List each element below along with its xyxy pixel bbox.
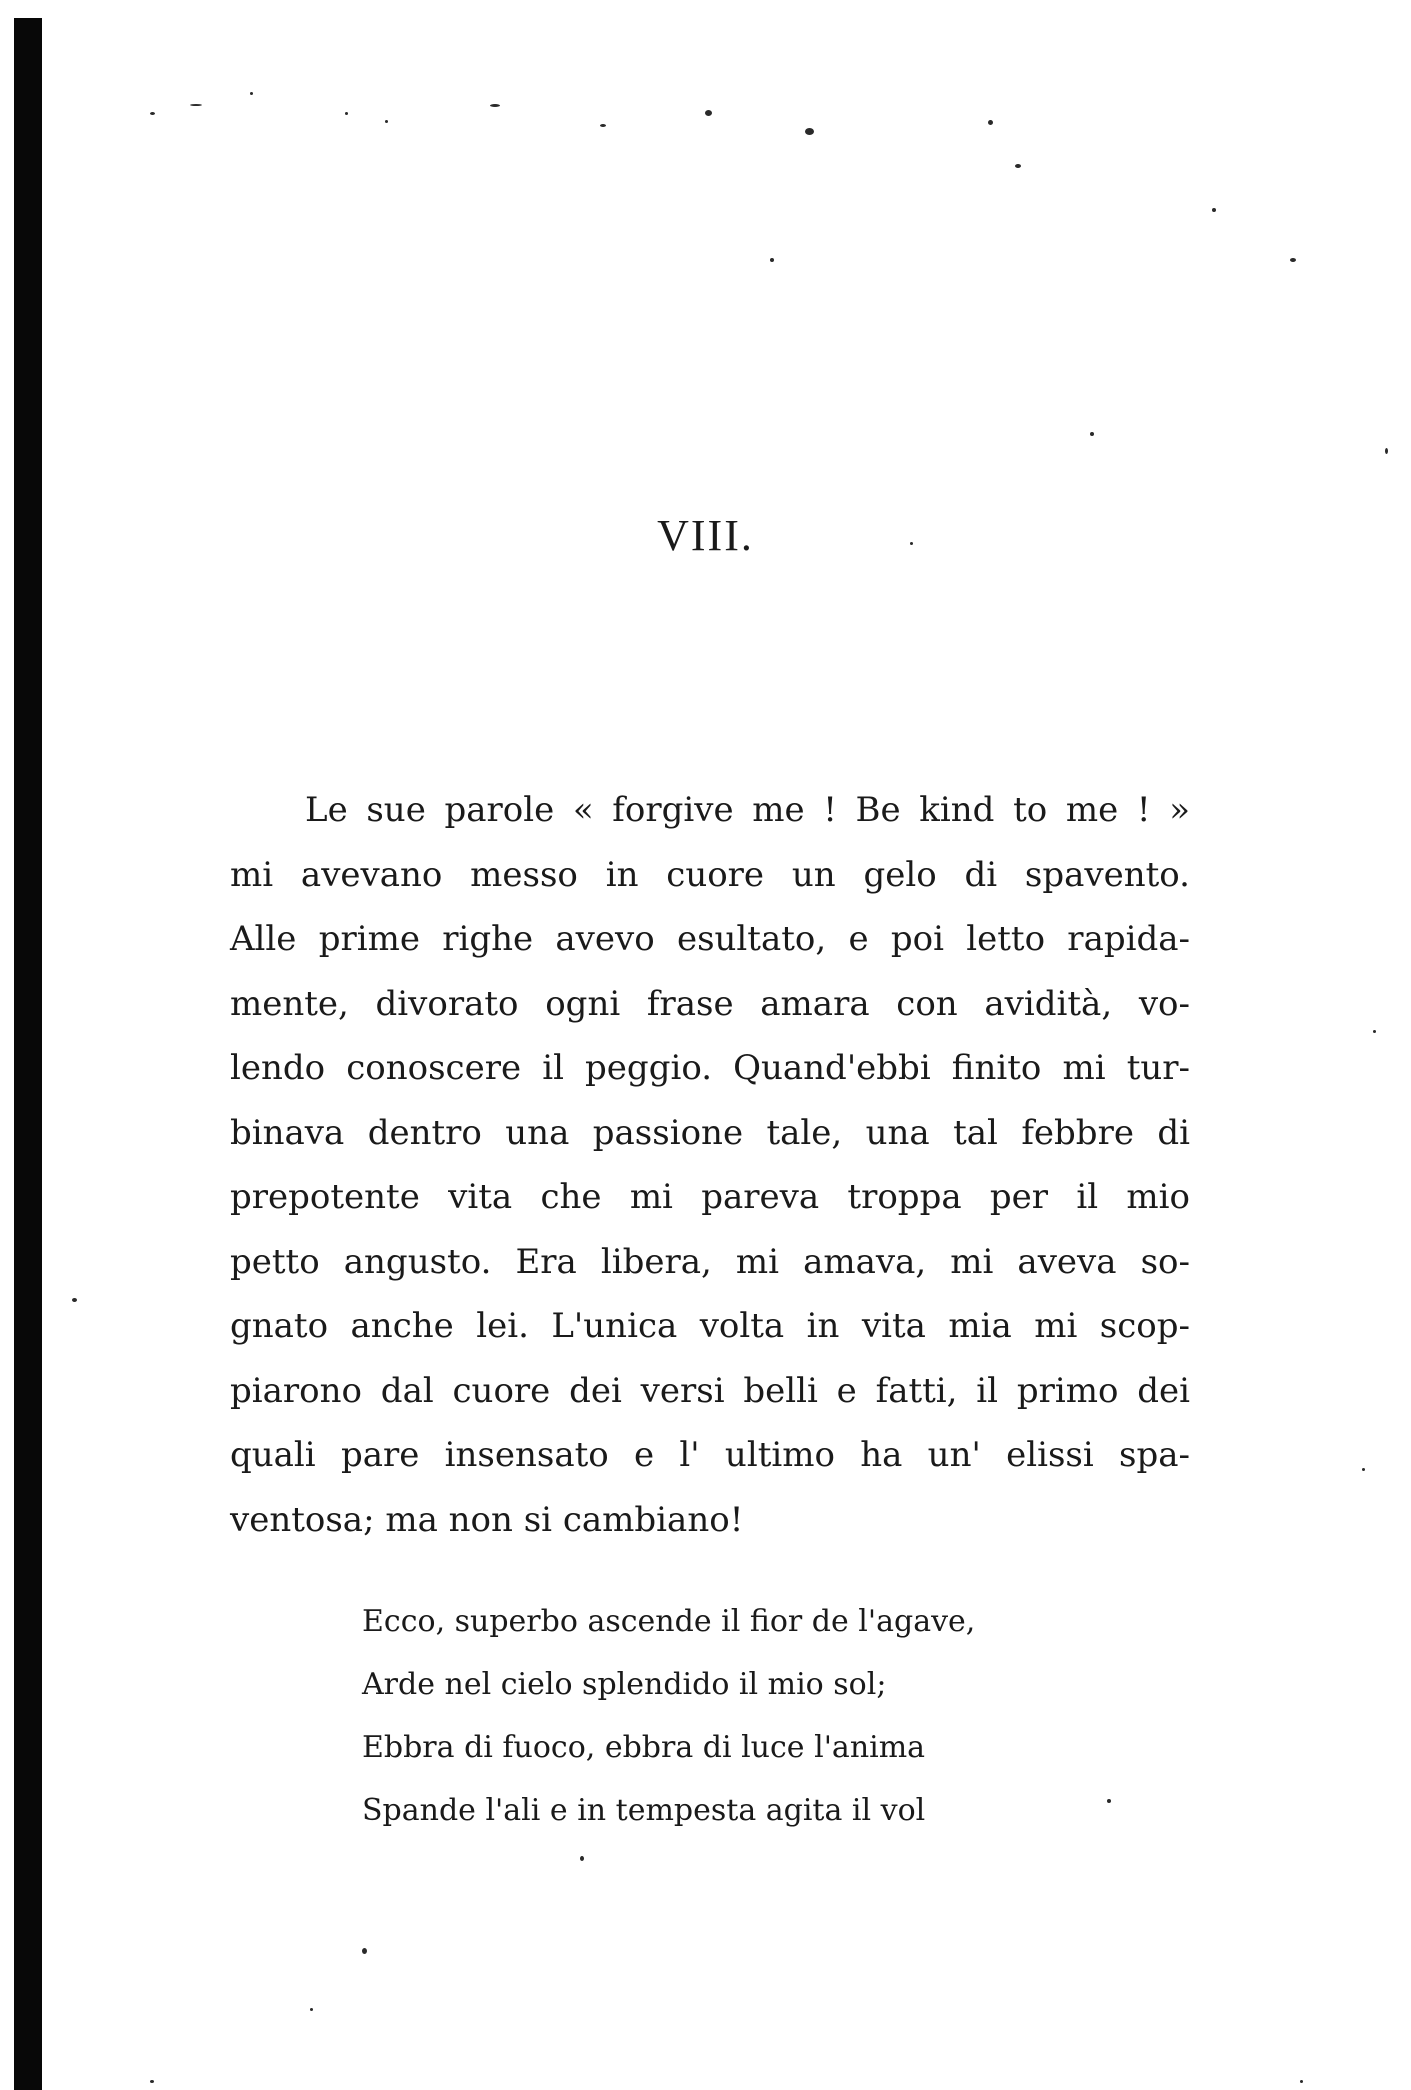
- paragraph-line: prepotente vita che mi pareva troppa per il mio: [230, 1177, 1190, 1217]
- speck: [362, 1948, 367, 1954]
- speck: [1212, 208, 1216, 212]
- speck: [250, 92, 253, 95]
- paragraph-line: quali pare insensato e l' ultimo ha un' elissi spa-: [230, 1435, 1190, 1475]
- paragraph-line: Alle prime righe avevo esultato, e poi letto rapida-: [230, 919, 1190, 959]
- speck: [310, 2008, 313, 2011]
- speck: [988, 120, 993, 125]
- speck: [72, 1298, 77, 1302]
- speck: [770, 258, 774, 262]
- paragraph-line: lendo conoscere il peggio. Quand'ebbi finito mi tur-: [230, 1048, 1190, 1088]
- speck: [190, 104, 202, 106]
- speck: [1015, 164, 1021, 168]
- chapter-heading: VIII.: [657, 511, 754, 560]
- paragraph-line: ventosa; ma non si cambiano!: [230, 1499, 744, 1540]
- speck: [1385, 448, 1388, 454]
- speck: [150, 112, 155, 115]
- speck: [490, 104, 500, 107]
- speck: [580, 1856, 584, 1861]
- paragraph-line: petto angusto. Era libera, mi amava, mi aveva so-: [230, 1241, 1190, 1282]
- speck: [600, 124, 606, 127]
- speck: [345, 112, 348, 115]
- speck: [1362, 1468, 1365, 1471]
- speck: [1300, 2080, 1303, 2083]
- paragraph-line: gnato anche lei. L'unica volta in vita mia mi scop-: [230, 1306, 1190, 1346]
- paragraph-line: piarono dal cuore dei versi belli e fatti, il primo dei: [230, 1370, 1190, 1411]
- verse-line: Ecco, superbo ascende il fior de l'agave,: [362, 1604, 976, 1639]
- body-paragraph: [230, 778, 1190, 1552]
- speck: [1373, 1030, 1376, 1033]
- verse-line: Ebbra di fuoco, ebbra di luce l'anima: [362, 1730, 926, 1765]
- verse-block: [362, 1590, 975, 1842]
- speck: [805, 128, 814, 135]
- binding-shadow: [14, 18, 42, 2090]
- verse-line: Arde nel cielo splendido il mio sol;: [362, 1667, 887, 1702]
- paragraph-line: Le sue parole « forgive me ! Be kind to me ! »: [305, 790, 1190, 830]
- speck: [385, 120, 388, 123]
- speck: [705, 110, 712, 116]
- speck: [1107, 1799, 1111, 1803]
- speck: [150, 2080, 154, 2083]
- speck: [1090, 432, 1094, 436]
- verse-line: Spande l'ali e in tempesta agita il vol: [362, 1793, 926, 1828]
- paragraph-line: binava dentro una passione tale, una tal febbre di: [230, 1112, 1190, 1153]
- paragraph-line: mente, divorato ogni frase amara con avidità, vo-: [230, 983, 1190, 1024]
- speck: [1290, 258, 1296, 262]
- paragraph-line: mi avevano messo in cuore un gelo di spavento.: [230, 854, 1190, 895]
